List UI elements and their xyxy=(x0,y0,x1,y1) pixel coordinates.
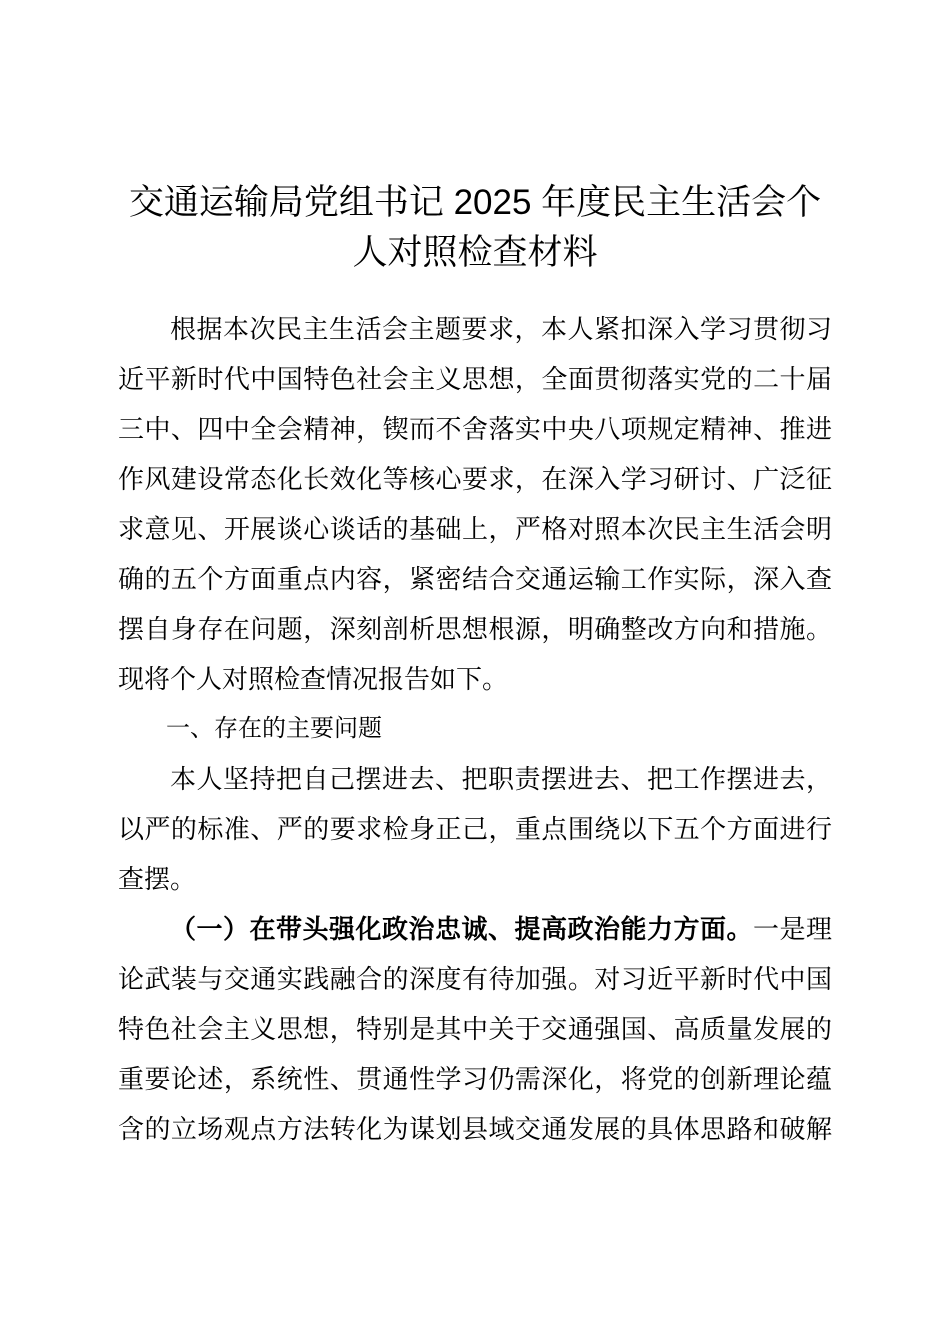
section-1-lead-paragraph xyxy=(118,754,832,904)
bold-text-segment: （一）在带头强化政治忠诚、提高政治能力方面。 xyxy=(170,914,753,944)
section-heading-1 xyxy=(118,704,832,754)
text-line xyxy=(118,404,832,454)
text-line xyxy=(118,454,832,504)
text-segment: 查摆。 xyxy=(118,864,197,894)
text-segment: 重要论述，系统性、贯通性学习仍需深化，将党的创新理论蕴 xyxy=(118,1064,832,1094)
text-line xyxy=(118,804,832,854)
text-line xyxy=(118,604,832,654)
text-segment: 近平新时代中国特色社会主义思想，全面贯彻落实党的二十届 xyxy=(118,364,832,394)
text-segment: 作风建设常态化长效化等核心要求，在深入学习研讨、广泛征 xyxy=(118,464,832,494)
text-segment: 本人坚持把自己摆进去、把职责摆进去、把工作摆进去， xyxy=(170,764,832,794)
document-body xyxy=(118,304,832,1154)
text-line xyxy=(118,854,832,904)
text-segment: 论武装与交通实践融合的深度有待加强。对习近平新时代中国 xyxy=(118,964,832,994)
text-line xyxy=(118,754,832,804)
text-line xyxy=(118,1004,832,1054)
text-line xyxy=(118,704,832,754)
text-line xyxy=(118,554,832,604)
text-segment: 特色社会主义思想，特别是其中关于交通强国、高质量发展的 xyxy=(118,1014,832,1044)
title-line-2: 人对照检查材料 xyxy=(352,233,598,272)
title-line-1: 交通运输局党组书记 2025 年度民主生活会个 xyxy=(128,183,822,222)
subsection-1-paragraph xyxy=(118,904,832,1154)
text-segment: 确的五个方面重点内容，紧密结合交通运输工作实际，深入查 xyxy=(118,564,832,594)
text-line xyxy=(118,904,832,954)
text-line xyxy=(118,654,832,704)
text-segment: 现将个人对照检查情况报告如下。 xyxy=(118,664,509,694)
text-segment: 摆自身存在问题，深刻剖析思想根源，明确整改方向和措施。 xyxy=(118,614,832,644)
text-line xyxy=(118,1104,832,1154)
text-segment: 三中、四中全会精神，锲而不舍落实中央八项规定精神、推进 xyxy=(118,414,832,444)
text-segment: 一、存在的主要问题 xyxy=(166,715,382,742)
text-segment: 求意见、开展谈心谈话的基础上，严格对照本次民主生活会明 xyxy=(118,514,832,544)
intro-paragraph xyxy=(118,304,832,704)
text-line xyxy=(118,1054,832,1104)
text-segment: 含的立场观点方法转化为谋划县域交通发展的具体思路和破解 xyxy=(118,1114,832,1144)
text-line xyxy=(118,954,832,1004)
text-segment: 一是理 xyxy=(752,914,832,944)
text-line xyxy=(118,304,832,354)
text-segment: 根据本次民主生活会主题要求，本人紧扣深入学习贯彻习 xyxy=(170,314,832,344)
text-segment: 以严的标准、严的要求检身正己，重点围绕以下五个方面进行 xyxy=(118,814,832,844)
text-line xyxy=(118,504,832,554)
document-title xyxy=(118,178,832,278)
text-line xyxy=(118,354,832,404)
